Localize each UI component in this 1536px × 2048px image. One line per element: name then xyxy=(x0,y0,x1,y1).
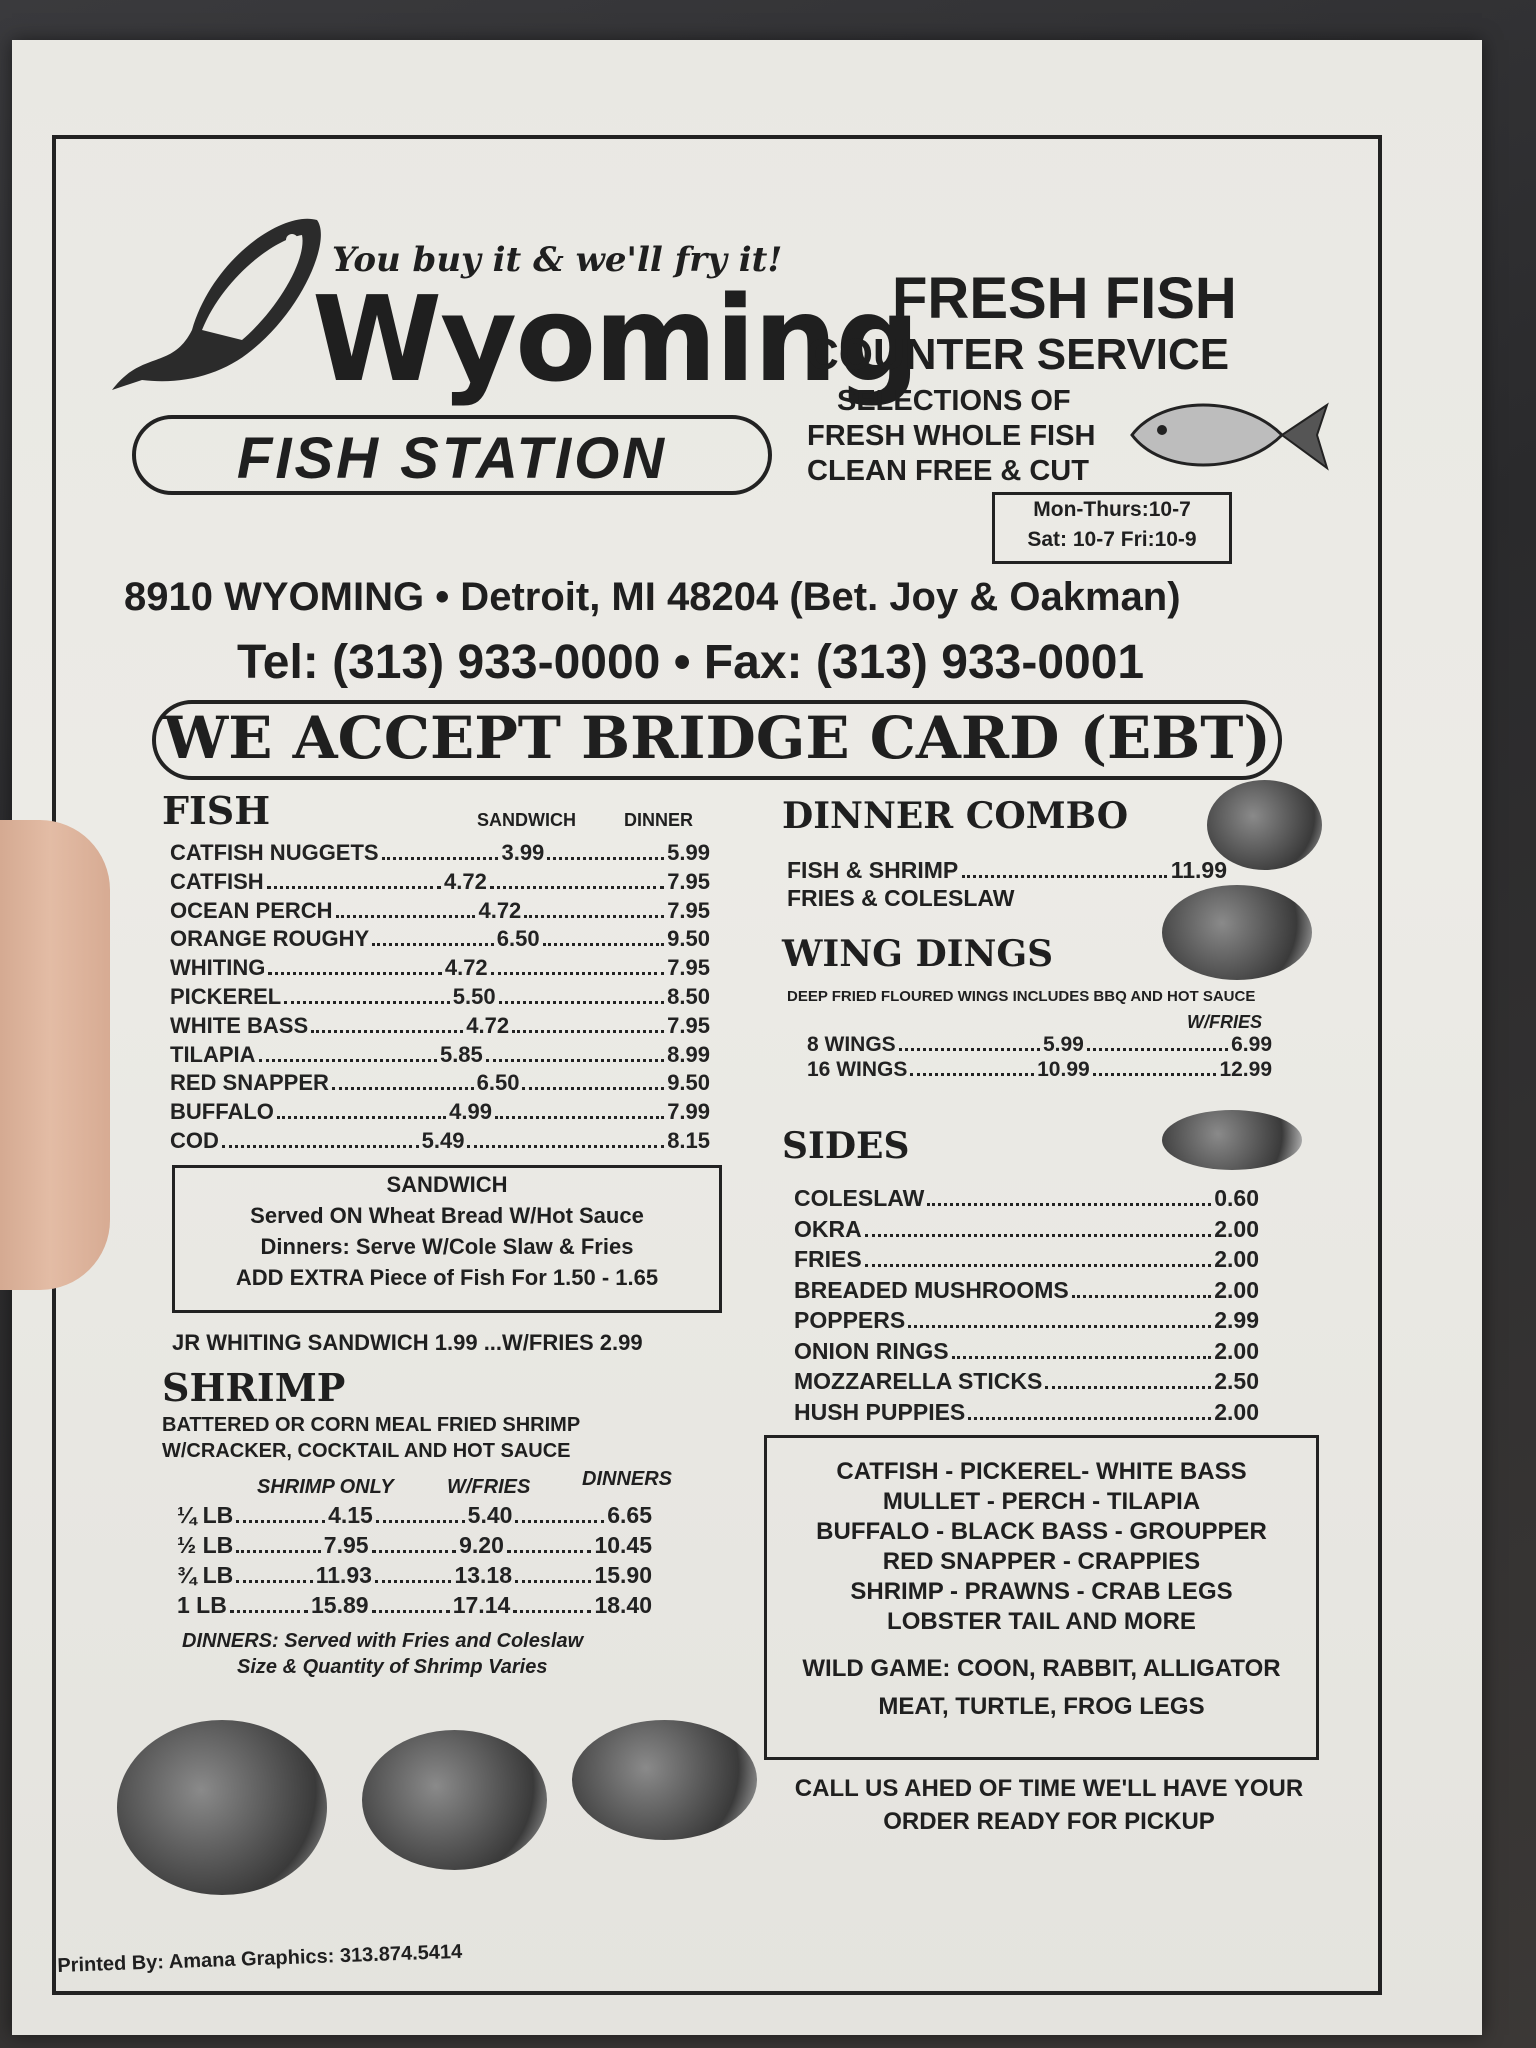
table-row xyxy=(794,1277,1259,1304)
variety-line: CATFISH - PICKEREL- WHITE BASS xyxy=(836,1458,1247,1485)
sides-heading: SIDES xyxy=(782,1125,910,1167)
combo-item: FISH & SHRIMP xyxy=(787,857,959,883)
hand xyxy=(0,820,110,1290)
note-line-2: Served ON Wheat Bread W/Hot Sauce xyxy=(250,1203,644,1228)
phone-fax: Tel: (313) 933-0000 • Fax: (313) 933-0001 xyxy=(237,636,1145,689)
dot-leader xyxy=(1072,1277,1212,1298)
shrimp-footer-1: DINNERS: Served with Fries and Coleslaw xyxy=(182,1630,584,1652)
wing-price: 10.99 xyxy=(1037,1058,1090,1081)
table-row xyxy=(170,926,710,952)
fish-dinner-price: 8.50 xyxy=(667,984,710,1009)
dot-leader xyxy=(277,1099,446,1119)
side-name: COLESLAW xyxy=(794,1185,925,1211)
fish-dinner-price: 9.50 xyxy=(667,1070,711,1096)
dot-leader xyxy=(332,1070,474,1090)
dot-leader xyxy=(336,898,476,918)
dot-leader xyxy=(311,1013,463,1033)
fish-name: CATFISH xyxy=(170,868,264,894)
side-price: 2.00 xyxy=(1214,1246,1259,1272)
side-name: ONION RINGS xyxy=(794,1337,949,1364)
shrimp-col-fries: W/FRIES xyxy=(447,1476,531,1498)
selections-line-2: FRESH WHOLE FISH xyxy=(807,420,1096,452)
shrimp-only-price: 4.15 xyxy=(328,1502,373,1528)
shrimp-desc-1: BATTERED OR CORN MEAL FRIED SHRIMP xyxy=(162,1414,581,1436)
side-name: POPPERS xyxy=(794,1307,906,1333)
fish-name: CATFISH NUGGETS xyxy=(170,840,379,865)
wing-name: 16 WINGS xyxy=(807,1058,908,1081)
shrimp-desc-2: W/CRACKER, COCKTAIL AND HOT SAUCE xyxy=(162,1440,571,1462)
dot-leader xyxy=(1093,1058,1217,1076)
dot-leader xyxy=(236,1502,325,1523)
wing-fries-price: 6.99 xyxy=(1231,1033,1272,1056)
side-price: 2.00 xyxy=(1214,1398,1259,1425)
dot-leader xyxy=(236,1532,321,1553)
shrimp-heading: SHRIMP xyxy=(162,1365,346,1410)
wing-fries-price: 12.99 xyxy=(1219,1058,1273,1081)
dot-leader xyxy=(515,1502,604,1523)
side-price: 2.99 xyxy=(1214,1307,1259,1333)
combo-heading: DINNER COMBO xyxy=(782,795,1129,837)
fish-col-dinner: DINNER xyxy=(624,810,694,830)
table-row xyxy=(177,1502,652,1529)
fish-name: WHITE BASS xyxy=(170,1012,309,1038)
shrimp-dinner-price: 6.65 xyxy=(607,1502,653,1528)
fish-name: PICKEREL xyxy=(170,984,282,1009)
shrimp-only-price: 7.95 xyxy=(323,1532,369,1558)
dot-leader xyxy=(375,1562,451,1583)
combo-row xyxy=(787,857,1227,884)
wing-price: 5.99 xyxy=(1042,1033,1084,1056)
fish-name: COD xyxy=(170,1128,219,1153)
table-row xyxy=(170,1099,710,1125)
table-row xyxy=(170,984,710,1010)
side-price: 2.00 xyxy=(1214,1276,1259,1303)
dot-leader xyxy=(524,898,664,918)
dot-leader xyxy=(547,840,664,860)
hours-line-2: Sat: 10-7 Fri:10-9 xyxy=(1027,528,1197,551)
side-name: OKRA xyxy=(794,1215,862,1242)
dot-leader xyxy=(899,1033,1040,1051)
table-row xyxy=(170,898,710,924)
fish-sandwich-price: 6.50 xyxy=(476,1070,520,1096)
dot-leader xyxy=(1087,1033,1228,1051)
whole-fish-icon xyxy=(1122,390,1332,480)
table-row xyxy=(794,1338,1259,1365)
table-row xyxy=(794,1368,1259,1395)
dot-leader xyxy=(491,955,665,975)
side-name: HUSH PUPPIES xyxy=(794,1398,966,1425)
fish-name: WHITING xyxy=(170,955,266,981)
shrimp-fries-price: 9.20 xyxy=(459,1532,504,1558)
menu-flyer xyxy=(12,40,1482,2035)
fresh-fish-heading: FRESH FISH xyxy=(892,266,1237,331)
fish-dinner-price: 7.95 xyxy=(667,955,711,981)
fish-sandwich-price: 5.49 xyxy=(421,1128,465,1153)
fish-sandwich-price: 5.50 xyxy=(452,984,496,1009)
dot-leader xyxy=(230,1592,308,1613)
fish-heading: FISH xyxy=(162,788,271,833)
dot-leader xyxy=(515,1562,591,1583)
onion-rings-photo xyxy=(1162,1110,1302,1170)
table-row xyxy=(794,1307,1259,1334)
slogan: You buy it & we'll fry it! xyxy=(332,240,783,280)
table-row xyxy=(170,1070,710,1096)
dot-leader xyxy=(372,1592,450,1613)
dot-leader xyxy=(927,1185,1211,1206)
brand-sub: FISH STATION xyxy=(236,426,668,491)
table-row xyxy=(177,1592,652,1619)
combo-sub: FRIES & COLESLAW xyxy=(787,885,1015,911)
shrimp-dinner-price: 15.90 xyxy=(594,1562,653,1588)
table-row xyxy=(807,1058,1272,1082)
dot-leader xyxy=(372,926,494,946)
variety-line: MULLET - PERCH - TILAPIA xyxy=(882,1488,1201,1515)
printed-by: Printed By: Amana Graphics: 313.874.5414 xyxy=(57,1940,463,1977)
fish-dinner-price: 9.50 xyxy=(667,926,710,952)
dot-leader xyxy=(507,1532,592,1553)
counter-service-heading: COUNTER SERVICE xyxy=(807,330,1230,379)
fish-sandwich-price: 5.85 xyxy=(439,1041,483,1067)
shrimp-size: ¼ LB xyxy=(177,1502,234,1528)
shrimp-fries-price: 13.18 xyxy=(454,1562,512,1588)
dot-leader xyxy=(910,1058,1034,1076)
shrimp-size: ½ LB xyxy=(177,1532,234,1558)
table-row xyxy=(170,840,710,866)
dot-leader xyxy=(268,955,442,975)
shrimp-col-dinners: DINNERS xyxy=(582,1468,673,1490)
shrimp-plate-photo xyxy=(572,1720,757,1840)
dot-leader xyxy=(968,1399,1211,1420)
fish-dinner-price: 8.99 xyxy=(667,1041,710,1067)
wild-game-2: MEAT, TURTLE, FROG LEGS xyxy=(878,1693,1205,1720)
call-line-2: ORDER READY FOR PICKUP xyxy=(883,1808,1215,1835)
dot-leader xyxy=(382,840,499,860)
dot-leader xyxy=(865,1216,1212,1237)
variety-line: SHRIMP - PRAWNS - CRAB LEGS xyxy=(850,1578,1233,1605)
dot-leader xyxy=(543,926,665,946)
table-row xyxy=(794,1185,1259,1212)
wings-col-fries: W/FRIES xyxy=(1187,1012,1262,1032)
fish-logo-icon xyxy=(102,200,322,400)
fish-sandwich-price: 3.99 xyxy=(501,840,545,865)
address: 8910 WYOMING • Detroit, MI 48204 (Bet. Joy & Oakman) xyxy=(124,575,1181,619)
table-row xyxy=(794,1246,1259,1273)
shrimp-size: ¾ LB xyxy=(177,1562,234,1588)
shrimp-only-price: 15.89 xyxy=(311,1592,369,1618)
fish-sandwich-price: 4.99 xyxy=(449,1099,492,1125)
fish-dinner-price: 7.95 xyxy=(667,1012,710,1038)
shrimp-col-only: SHRIMP ONLY xyxy=(257,1476,394,1498)
dot-leader xyxy=(236,1562,312,1583)
table-row xyxy=(170,955,710,981)
fish-dinner-price: 5.99 xyxy=(667,840,710,865)
shrimp-fries-price: 17.14 xyxy=(452,1592,511,1618)
selections-line-1: SELECTIONS OF xyxy=(837,385,1071,417)
variety-line: BUFFALO - BLACK BASS - GROUPPER xyxy=(816,1518,1267,1545)
dot-leader xyxy=(908,1307,1211,1328)
dot-leader xyxy=(376,1502,465,1523)
fish-dinner-price: 7.95 xyxy=(667,868,711,894)
fish-name: RED SNAPPER xyxy=(170,1070,329,1096)
fish-sandwich-price: 4.72 xyxy=(444,955,488,981)
shrimp-fries-price: 5.40 xyxy=(467,1502,513,1528)
note-line-1: SANDWICH xyxy=(386,1172,508,1197)
fish-dinner-price: 7.95 xyxy=(667,897,711,923)
dot-leader xyxy=(952,1338,1212,1359)
side-name: BREADED MUSHROOMS xyxy=(794,1276,1069,1303)
side-price: 2.50 xyxy=(1214,1368,1259,1394)
fried-fish-photo xyxy=(362,1730,547,1870)
wings-desc: DEEP FRIED FLOURED WINGS INCLUDES BBQ AND HOT SAUCE xyxy=(787,988,1256,1005)
fish-sandwich-price: 6.50 xyxy=(496,926,540,952)
side-price: 2.00 xyxy=(1214,1215,1259,1242)
fish-name: OCEAN PERCH xyxy=(170,897,333,923)
fish-sandwich-price: 4.72 xyxy=(444,868,487,894)
dot-leader xyxy=(486,1042,664,1062)
brand-name: Wyoming xyxy=(312,270,919,408)
dot-leader xyxy=(467,1128,664,1148)
note-line-3: Dinners: Serve W/Cole Slaw & Fries xyxy=(260,1234,634,1259)
shrimp-only-price: 11.93 xyxy=(315,1562,372,1588)
wings-heading: WING DINGS xyxy=(782,933,1054,975)
fish-name: BUFFALO xyxy=(170,1099,274,1125)
table-row xyxy=(807,1033,1272,1057)
table-row xyxy=(170,869,710,895)
side-price: 2.00 xyxy=(1214,1337,1259,1364)
dot-leader xyxy=(495,1099,664,1119)
wing-name: 8 WINGS xyxy=(807,1033,896,1056)
table-row xyxy=(170,1042,710,1068)
shrimp-footer-2: Size & Quantity of Shrimp Varies xyxy=(237,1656,548,1678)
table-row xyxy=(177,1562,652,1589)
dot-leader xyxy=(490,869,664,889)
dot-leader xyxy=(522,1070,664,1090)
dot-leader xyxy=(267,869,441,889)
table-row xyxy=(170,1128,710,1154)
ebt-banner: WE ACCEPT BRIDGE CARD (EBT) xyxy=(163,704,1271,772)
dot-leader xyxy=(1045,1368,1211,1389)
dot-leader xyxy=(512,1013,664,1033)
wild-game-1: WILD GAME: COON, RABBIT, ALLIGATOR xyxy=(802,1655,1281,1682)
table-row xyxy=(794,1216,1259,1243)
dot-leader xyxy=(222,1128,419,1148)
hours-line-1: Mon-Thurs:10-7 xyxy=(1033,498,1191,521)
fish-sandwich-price: 4.72 xyxy=(478,897,522,923)
call-line-1: CALL US AHED OF TIME WE'LL HAVE YOUR xyxy=(794,1775,1304,1802)
side-name: MOZZARELLA STICKS xyxy=(794,1368,1043,1394)
table-row xyxy=(177,1532,652,1559)
dot-leader xyxy=(284,984,450,1004)
side-name: FRIES xyxy=(794,1246,862,1272)
table-row xyxy=(170,1013,710,1039)
fish-sandwich-price: 4.72 xyxy=(466,1012,510,1038)
fish-col-sandwich: SANDWICH xyxy=(477,810,576,830)
fish-name: ORANGE ROUGHY xyxy=(170,926,370,952)
fish-fries-photo xyxy=(117,1720,327,1895)
dot-leader xyxy=(513,1592,591,1613)
note-line-4: ADD EXTRA Piece of Fish For 1.50 - 1.65 xyxy=(235,1265,659,1290)
shrimp-size: 1 LB xyxy=(177,1592,227,1618)
fish-dinner-price: 7.99 xyxy=(667,1099,711,1125)
table-row xyxy=(794,1399,1259,1426)
side-price: 0.60 xyxy=(1214,1185,1259,1211)
jr-whiting: JR WHITING SANDWICH 1.99 ...W/FRIES 2.99 xyxy=(172,1330,643,1355)
dot-leader xyxy=(372,1532,457,1553)
variety-line: RED SNAPPER - CRAPPIES xyxy=(882,1548,1201,1575)
selections-line-3: CLEAN FREE & CUT xyxy=(807,455,1089,487)
shrimp-dinner-price: 10.45 xyxy=(594,1532,653,1558)
wings-photo xyxy=(1162,885,1312,980)
combo-price: 11.99 xyxy=(1170,857,1227,883)
fish-name: TILAPIA xyxy=(170,1041,256,1067)
variety-line: LOBSTER TAIL AND MORE xyxy=(887,1608,1196,1635)
dot-leader xyxy=(259,1042,437,1062)
shrimp-dinner-price: 18.40 xyxy=(594,1592,652,1618)
dot-leader xyxy=(865,1246,1212,1267)
dot-leader xyxy=(499,984,665,1004)
fish-dinner-price: 8.15 xyxy=(667,1128,711,1153)
